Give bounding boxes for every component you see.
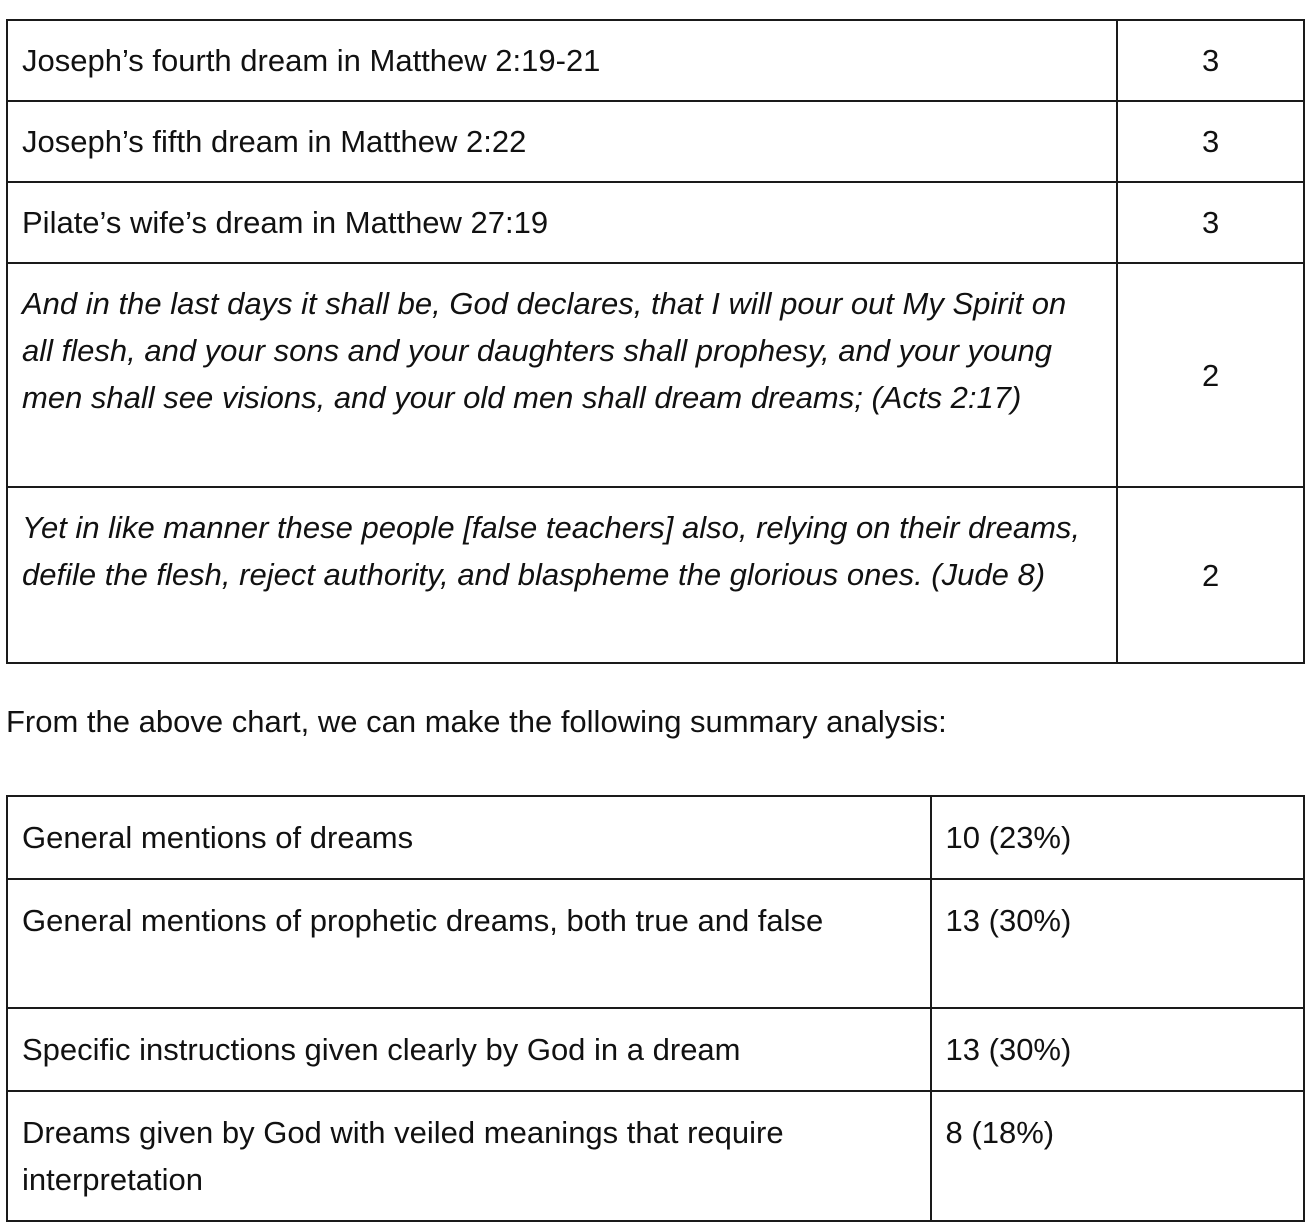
dream-description: Joseph’s fifth dream in Matthew 2:22 (7, 101, 1117, 182)
table-row (7, 1091, 1304, 1221)
dream-count: 2 (1117, 487, 1304, 663)
dream-count: 2 (1117, 263, 1304, 487)
table-row (7, 182, 1304, 263)
table-row (7, 879, 1304, 1008)
summary-label: General mentions of dreams (7, 796, 931, 879)
summary-label: General mentions of prophetic dreams, both true and false (7, 879, 931, 1008)
table-row (7, 1008, 1304, 1091)
summary-value: 13 (30%) (931, 879, 1304, 1008)
table-row (7, 20, 1304, 101)
table-row (7, 101, 1304, 182)
summary-analysis-table (6, 795, 1305, 1222)
dream-count: 3 (1117, 101, 1304, 182)
dream-quote: Yet in like manner these people [false teachers] also, relying on their dreams, defile the flesh, reject authority, and blaspheme the glorious ones. (Jude 8) (7, 487, 1117, 663)
table-row (7, 796, 1304, 879)
dream-description: Joseph’s fourth dream in Matthew 2:19-21 (7, 20, 1117, 101)
dream-references-table (6, 19, 1305, 664)
summary-value: 10 (23%) (931, 796, 1304, 879)
summary-value: 8 (18%) (931, 1091, 1304, 1221)
table-row (7, 487, 1304, 663)
summary-intro: From the above chart, we can make the following summary analysis: (6, 704, 947, 739)
dream-count: 3 (1117, 20, 1304, 101)
summary-value: 13 (30%) (931, 1008, 1304, 1091)
table-row (7, 263, 1304, 487)
dream-count: 3 (1117, 182, 1304, 263)
dream-description: Pilate’s wife’s dream in Matthew 27:19 (7, 182, 1117, 263)
dream-quote: And in the last days it shall be, God declares, that I will pour out My Spirit on all flesh, and your sons and your daughters shall prophesy, and your young men shall see visions, and your old men shall dream dreams; (Acts 2:17) (7, 263, 1117, 487)
summary-label: Dreams given by God with veiled meanings that require interpretation (7, 1091, 931, 1221)
summary-label: Specific instructions given clearly by God in a dream (7, 1008, 931, 1091)
